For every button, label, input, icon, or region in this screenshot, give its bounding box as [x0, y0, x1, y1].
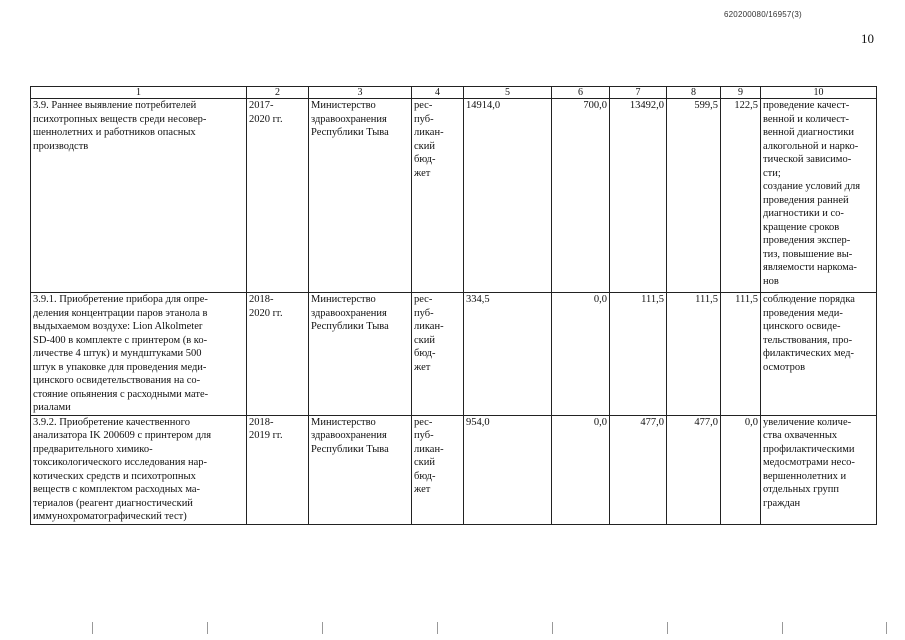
amount-cell: 111,5: [610, 293, 667, 416]
expected-result-cell: соблюдение порядка проведения меди- цинского освиде- тельствования, про- филактических мед- осмотров: [761, 293, 877, 416]
column-number: 9: [721, 87, 761, 99]
executor-cell: Министерство здравоохранения Республики Тыва: [309, 99, 412, 293]
amount-cell: 111,5: [721, 293, 761, 416]
amount-cell: 477,0: [610, 415, 667, 524]
total-amount-cell: 334,5: [464, 293, 552, 416]
measure-name-cell: 3.9. Раннее выявление потребителей психотропных веществ среди несовер- шеннолетних и работников опасных производств: [31, 99, 247, 293]
measure-name-cell: 3.9.2. Приобретение качественного анализатора IK 200609 с принтером для предварительного химико- токсикологического исследования нар- котических средств и психотропных веществ с комплектом расходных ма- териалов (реагент диагностический иммунохроматографический тест): [31, 415, 247, 524]
table-row: [31, 293, 877, 416]
funding-source-cell: рес- пуб- ликан- ский бюд- жет: [412, 99, 464, 293]
column-number: 7: [610, 87, 667, 99]
column-number: 8: [667, 87, 721, 99]
amount-cell: 0,0: [552, 293, 610, 416]
amount-cell: 0,0: [552, 415, 610, 524]
column-number: 2: [247, 87, 309, 99]
program-table: [30, 86, 877, 525]
column-number: 1: [31, 87, 247, 99]
column-number: 5: [464, 87, 552, 99]
amount-cell: 0,0: [721, 415, 761, 524]
page-number: 10: [861, 31, 874, 46]
total-amount-cell: 954,0: [464, 415, 552, 524]
funding-source-cell: рес- пуб- ликан- ский бюд- жет: [412, 293, 464, 416]
expected-result-cell: проведение качест- венной и количест- венной диагностики алкогольной и нарко- тической зависимо- сти; создание условий для проведения ранней диагностики и со- кращение сроков проведения экспер- тиз, повышение вы- являемости наркома- нов: [761, 99, 877, 293]
amount-cell: 599,5: [667, 99, 721, 293]
executor-cell: Министерство здравоохранения Республики Тыва: [309, 415, 412, 524]
period-cell: 2018- 2019 гг.: [247, 415, 309, 524]
measure-name-cell: 3.9.1. Приобретение прибора для опре- деления концентрации паров этанола в выдыхаемом воздухе: Lion Alkolmeter SD-400 в комплекте с принтером (в ко- личестве 4 штук) и мундштуками 500 штук в упаковке для проведения меди- цинского освидетельствования на со- стояние опьянения с расходными мате- риалами: [31, 293, 247, 416]
funding-source-cell: рес- пуб- ликан- ский бюд- жет: [412, 415, 464, 524]
scan-artifacts: [0, 622, 905, 636]
scan-mark: [667, 622, 668, 634]
scan-mark: [207, 622, 208, 634]
amount-cell: 13492,0: [610, 99, 667, 293]
table-row: [31, 99, 877, 293]
amount-cell: 477,0: [667, 415, 721, 524]
scan-mark: [552, 622, 553, 634]
column-number: 6: [552, 87, 610, 99]
scan-mark: [437, 622, 438, 634]
period-cell: 2017- 2020 гг.: [247, 99, 309, 293]
executor-cell: Министерство здравоохранения Республики Тыва: [309, 293, 412, 416]
amount-cell: 122,5: [721, 99, 761, 293]
document-code: 620200080/16957(3): [724, 10, 802, 19]
column-number: 10: [761, 87, 877, 99]
expected-result-cell: увеличение количе- ства охваченных профилактическими медосмотрами несо- вершеннолетних и отдельных групп граждан: [761, 415, 877, 524]
scan-mark: [92, 622, 93, 634]
column-number-row: [31, 87, 877, 99]
table-row: [31, 415, 877, 524]
amount-cell: 700,0: [552, 99, 610, 293]
column-number: 4: [412, 87, 464, 99]
column-number: 3: [309, 87, 412, 99]
total-amount-cell: 14914,0: [464, 99, 552, 293]
scan-mark: [886, 622, 887, 634]
scan-mark: [782, 622, 783, 634]
scan-mark: [322, 622, 323, 634]
period-cell: 2018- 2020 гг.: [247, 293, 309, 416]
amount-cell: 111,5: [667, 293, 721, 416]
